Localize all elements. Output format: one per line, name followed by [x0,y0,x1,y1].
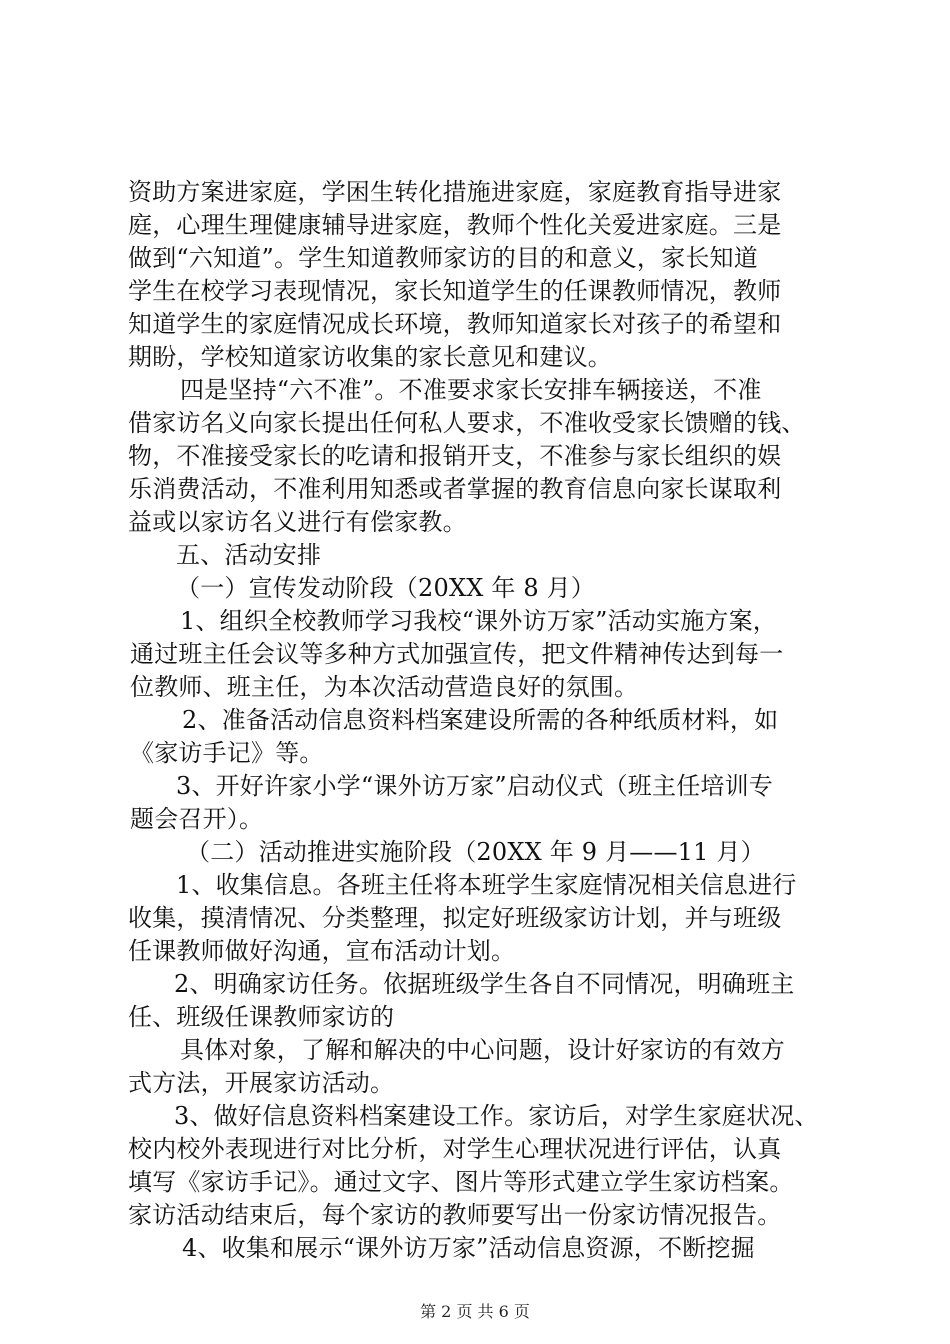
paragraph-line: 1、收集信息。各班主任将本班学生家庭情况相关信息进行 [176,871,797,899]
page-number-footer: 第 2 页 共 6 页 [420,1302,530,1321]
paragraph-line: 四是坚持“六不准”。不准要求家长安排车辆接送，不准 [180,376,762,404]
paragraph-line: 3、开好许家小学“课外访万家”启动仪式（班主任培训专 [176,772,774,800]
paragraph-line: 庭，心理生理健康辅导进家庭，教师个性化关爱进家庭。三是 [128,211,782,239]
paragraph-line: 期盼，学校知道家访收集的家长意见和建议。 [128,343,612,371]
paragraph-line: 任课教师做好沟通，宣布活动计划。 [128,937,516,965]
paragraph-line: 位教师、班主任，为本次活动营造良好的氛围。 [130,673,639,701]
section-heading: 五、活动安排 [176,541,322,569]
paragraph-line: 1、组织全校教师学习我校“课外访万家”活动实施方案， [180,607,778,635]
paragraph-line: 校内校外表现进行对比分析，对学生心理状况进行评估，认真 [128,1135,782,1163]
paragraph-line: 收集，摸清情况、分类整理，拟定好班级家访计划，并与班级 [128,904,782,932]
subsection-heading: （一）宣传发动阶段（20XX 年 8 月） [176,574,596,602]
paragraph-line: 式方法，开展家访活动。 [128,1069,395,1097]
paragraph-line: 《家访手记》等。 [130,739,324,767]
paragraph-line: 乐消费活动，不准利用知悉或者掌握的教育信息向家长谋取利 [128,475,782,503]
paragraph-line: 知道学生的家庭情况成长环境，教师知道家长对孩子的希望和 [128,310,782,338]
paragraph-line: 3、做好信息资料档案建设工作。家访后，对学生家庭状况、 [174,1102,819,1130]
paragraph-line: 资助方案进家庭，学困生转化措施进家庭，家庭教育指导进家 [128,178,782,206]
paragraph-line: 填写《家访手记》。通过文字、图片等形式建立学生家访档案。 [128,1168,794,1196]
paragraph-line: 任、班级任课教师家访的 [128,1003,395,1031]
paragraph-line: 通过班主任会议等多种方式加强宣传，把文件精神传达到每一 [130,640,784,668]
paragraph-line: 2、准备活动信息资料档案建设所需的各种纸质材料，如 [182,706,779,734]
paragraph-line: 益或以家访名义进行有偿家教。 [128,508,467,536]
paragraph-line: 借家访名义向家长提出任何私人要求，不准收受家长馈赠的钱、 [128,409,806,437]
paragraph-line: 2、明确家访任务。依据班级学生各自不同情况，明确班主 [174,970,795,998]
paragraph-line: 家访活动结束后，每个家访的教师要写出一份家访情况报告。 [128,1201,782,1229]
subsection-heading: （二）活动推进实施阶段（20XX 年 9 月——11 月） [186,838,765,866]
paragraph-line: 做到“六知道”。学生知道教师家访的目的和意义，家长知道 [128,244,758,272]
paragraph-line: 具体对象，了解和解决的中心问题，设计好家访的有效方 [180,1036,785,1064]
paragraph-line: 学生在校学习表现情况，家长知道学生的任课教师情况，教师 [128,277,782,305]
paragraph-line: 物，不准接受家长的吃请和报销开支，不准参与家长组织的娱 [128,442,782,470]
paragraph-line: 4、收集和展示“课外访万家”活动信息资源，不断挖掘 [182,1234,755,1262]
paragraph-line: 题会召开）。 [130,805,264,833]
